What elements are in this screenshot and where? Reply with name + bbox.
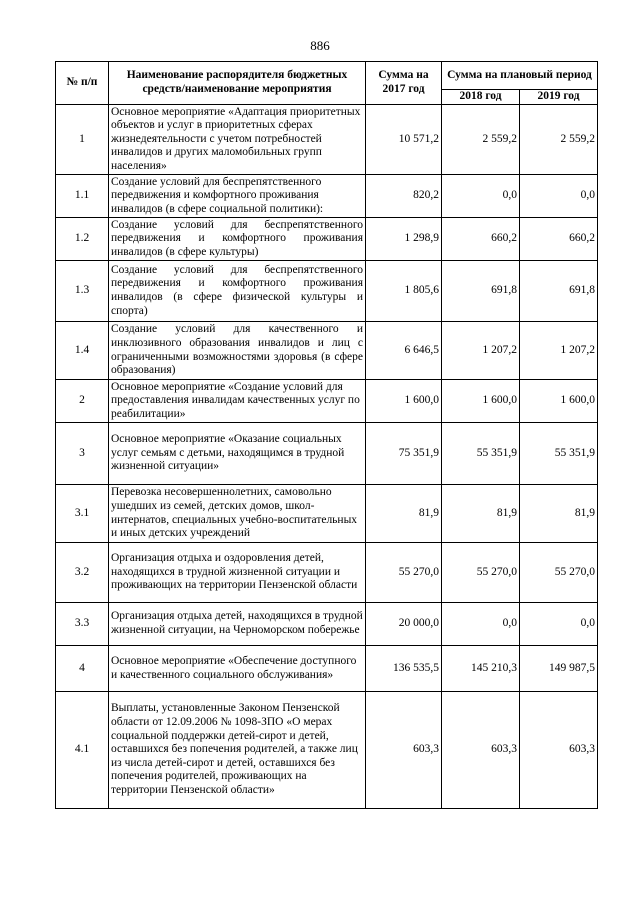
row-sum-2017: 136 535,5 <box>366 646 442 692</box>
table-row <box>56 380 598 423</box>
table-row <box>56 218 598 261</box>
row-num: 3 <box>56 423 109 485</box>
row-name: Основное мероприятие «Обеспечение доступного и качественного социального обслуживания» <box>109 646 366 692</box>
row-sum-2017: 10 571,2 <box>366 105 442 175</box>
header-num: № п/п <box>56 62 109 105</box>
row-sum-2019: 81,9 <box>520 485 598 543</box>
row-name: Основное мероприятие «Создание условий для предоставления инвалидам качественных услуг по реабилитации» <box>109 380 366 423</box>
table-row <box>56 692 598 809</box>
row-sum-2019: 0,0 <box>520 175 598 218</box>
row-sum-2017: 1 298,9 <box>366 218 442 261</box>
row-sum-2019: 1 207,2 <box>520 322 598 380</box>
row-num: 1.3 <box>56 261 109 322</box>
row-sum-2018: 691,8 <box>442 261 520 322</box>
row-name: Создание условий для беспрепятственного передвижения и комфортного проживания инвалидов (в сфере социальной политики): <box>109 175 366 218</box>
row-sum-2017: 81,9 <box>366 485 442 543</box>
row-sum-2018: 2 559,2 <box>442 105 520 175</box>
row-name: Перевозка несовершеннолетних, самовольно ушедших из семей, детских домов, школ-интернатов, специальных учебно-воспитательных и иных детских учреждений <box>109 485 366 543</box>
budget-table <box>55 61 598 809</box>
row-sum-2018: 1 207,2 <box>442 322 520 380</box>
row-sum-2019: 55 270,0 <box>520 543 598 603</box>
row-sum-2017: 820,2 <box>366 175 442 218</box>
table-row <box>56 175 598 218</box>
row-num: 4.1 <box>56 692 109 809</box>
row-name: Создание условий для беспрепятственного передвижения и комфортного проживания инвалидов (в сфере культуры) <box>109 218 366 261</box>
row-name: Организация отдыха и оздоровления детей, находящихся в трудной жизненной ситуации и проживающих на территории Пензенской области <box>109 543 366 603</box>
row-sum-2018: 55 351,9 <box>442 423 520 485</box>
row-num: 3.1 <box>56 485 109 543</box>
row-name: Основное мероприятие «Оказание социальных услуг семьям с детьми, находящимся в трудной жизненной ситуации» <box>109 423 366 485</box>
table-row <box>56 322 598 380</box>
row-sum-2018: 0,0 <box>442 175 520 218</box>
row-num: 3.2 <box>56 543 109 603</box>
table-row <box>56 423 598 485</box>
row-num: 2 <box>56 380 109 423</box>
header-name: Наименование распорядителя бюджетных средств/наименование мероприятия <box>109 62 366 105</box>
row-sum-2019: 55 351,9 <box>520 423 598 485</box>
row-sum-2018: 660,2 <box>442 218 520 261</box>
table-row <box>56 261 598 322</box>
row-sum-2017: 20 000,0 <box>366 603 442 646</box>
row-name: Организация отдыха детей, находящихся в трудной жизненной ситуации, на Черноморском побережье <box>109 603 366 646</box>
row-sum-2019: 603,3 <box>520 692 598 809</box>
row-sum-2019: 149 987,5 <box>520 646 598 692</box>
table-row <box>56 485 598 543</box>
row-num: 1.4 <box>56 322 109 380</box>
row-name: Основное мероприятие «Адаптация приоритетных объектов и услуг в приоритетных сферах жизнедеятельности с учетом потребностей инвалидов и других маломобильных групп населения» <box>109 105 366 175</box>
row-sum-2017: 6 646,5 <box>366 322 442 380</box>
row-sum-2018: 145 210,3 <box>442 646 520 692</box>
row-sum-2017: 603,3 <box>366 692 442 809</box>
row-sum-2017: 75 351,9 <box>366 423 442 485</box>
row-sum-2018: 1 600,0 <box>442 380 520 423</box>
row-name: Создание условий для беспрепятственного передвижения и комфортного проживания инвалидов (в сфере физической культуры и спорта) <box>109 261 366 322</box>
page-number: 886 <box>310 38 330 53</box>
table-row <box>56 646 598 692</box>
header-2019: 2019 год <box>520 90 598 105</box>
row-sum-2019: 0,0 <box>520 603 598 646</box>
header-planned-period: Сумма на плановый период <box>442 62 598 90</box>
row-num: 3.3 <box>56 603 109 646</box>
row-sum-2017: 1 600,0 <box>366 380 442 423</box>
row-sum-2019: 2 559,2 <box>520 105 598 175</box>
row-sum-2018: 55 270,0 <box>442 543 520 603</box>
row-num: 4 <box>56 646 109 692</box>
row-num: 1.1 <box>56 175 109 218</box>
row-sum-2017: 1 805,6 <box>366 261 442 322</box>
row-name: Создание условий для качественного и инклюзивного образования инвалидов и лиц с ограниченными возможностями здоровья (в сфере образования) <box>109 322 366 380</box>
row-sum-2018: 0,0 <box>442 603 520 646</box>
header-2018: 2018 год <box>442 90 520 105</box>
row-sum-2019: 1 600,0 <box>520 380 598 423</box>
row-sum-2019: 691,8 <box>520 261 598 322</box>
row-num: 1.2 <box>56 218 109 261</box>
row-name: Выплаты, установленные Законом Пензенской области от 12.09.2006 № 1098-ЗПО «О мерах социальной поддержки детей-сирот и детей, оставшихся без попечения родителей, а также лиц из числа детей-сирот и детей, оставшихся без попечения родителей, проживающих на территории Пензенской области» <box>109 692 366 809</box>
table-row <box>56 543 598 603</box>
row-sum-2018: 603,3 <box>442 692 520 809</box>
row-num: 1 <box>56 105 109 175</box>
row-sum-2017: 55 270,0 <box>366 543 442 603</box>
table-row <box>56 603 598 646</box>
header-sum-2017: Сумма на 2017 год <box>366 62 442 105</box>
row-sum-2018: 81,9 <box>442 485 520 543</box>
table-row <box>56 105 598 175</box>
row-sum-2019: 660,2 <box>520 218 598 261</box>
